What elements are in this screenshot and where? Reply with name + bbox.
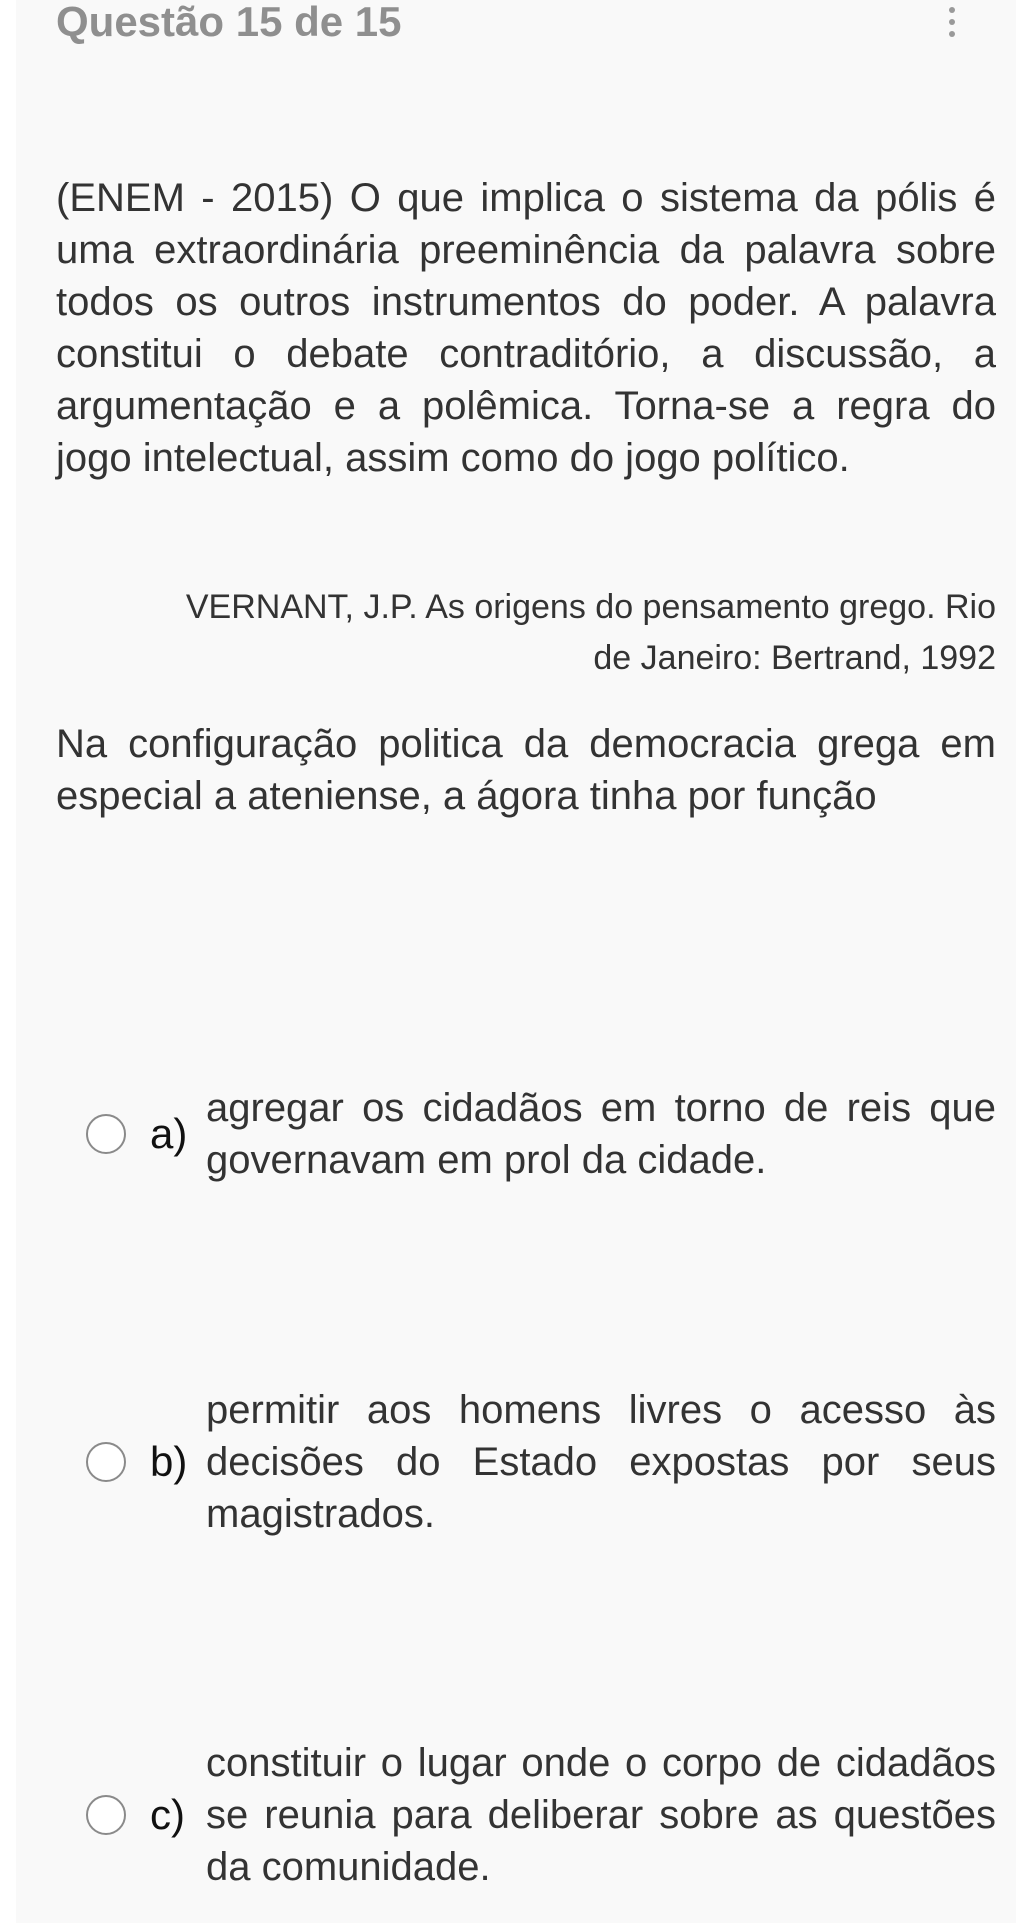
more-vertical-icon[interactable] <box>946 2 958 42</box>
option-letter-b: b) <box>150 1438 188 1485</box>
option-text-c[interactable]: constituir o lugar onde o corpo de cidadãos se reunia para deliberar sobre as questões da comunidade. <box>206 1741 996 1889</box>
option-letter-c: c) <box>150 1791 185 1838</box>
citation-line-2: de Janeiro: Bertrand, 1992 <box>593 639 996 677</box>
citation-line-1: VERNANT, J.P. As origens do pensamento grego. Rio <box>185 588 996 626</box>
answer-option-a[interactable] <box>72 1082 996 1186</box>
answer-option-c[interactable] <box>72 1737 996 1893</box>
answer-option-b[interactable] <box>72 1384 996 1540</box>
radio-button-a[interactable] <box>86 1114 126 1154</box>
question-citation <box>56 582 996 684</box>
question-card <box>16 0 1016 1923</box>
question-header <box>56 0 996 48</box>
option-letter-a: a) <box>150 1110 188 1157</box>
question-counter: Questão 15 de 15 <box>56 0 402 45</box>
option-text-a[interactable]: agregar os cidadãos em torno de reis que governavam em prol da cidade. <box>206 1086 996 1182</box>
radio-button-c[interactable] <box>86 1795 126 1835</box>
question-prompt: Na configuração politica da democracia grega em especial a ateniense, a ágora tinha por função <box>56 722 996 818</box>
option-text-b[interactable]: permitir aos homens livres o acesso às decisões do Estado expostas por seus magistrados. <box>206 1388 996 1536</box>
radio-button-b[interactable] <box>86 1442 126 1482</box>
question-statement: (ENEM - 2015) O que implica o sistema da pólis é uma extraordinária preeminência da palavra sobre todos os outros instrumentos do poder. A palavra constitui o debate contraditório, a discussão, a argumentação e a polêmica. Torna-se a regra do jogo intelectual, assim como do jogo político. <box>56 176 996 480</box>
